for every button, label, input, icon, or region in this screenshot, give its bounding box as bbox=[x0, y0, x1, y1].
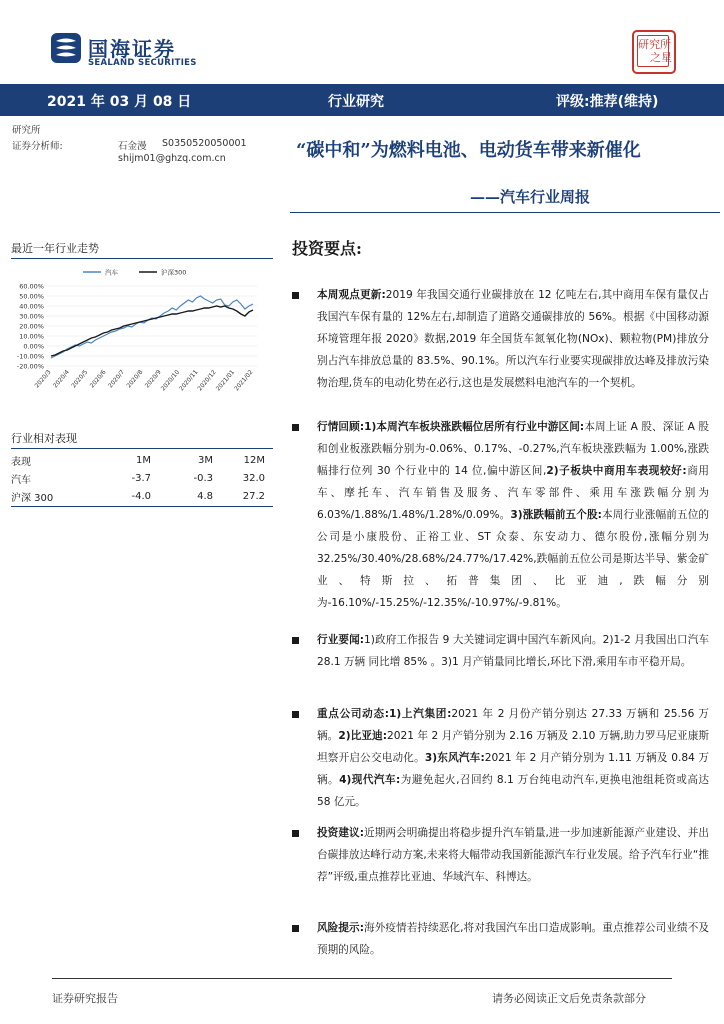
bullet-body: 海外疫情若持续恶化,将对我国汽车出口造成影响。重点推荐公司业绩不及预期的风险。 bbox=[317, 922, 709, 956]
table-cell: 27.2 bbox=[242, 490, 265, 502]
bullet-icon bbox=[292, 637, 299, 644]
chart-section-title: 最近一年行业走势 bbox=[11, 242, 99, 255]
y-tick-label: 20.00% bbox=[19, 322, 44, 331]
legend-label: 汽车 bbox=[105, 268, 118, 277]
bullet-icon bbox=[292, 830, 299, 837]
invest-title: 投资要点: bbox=[292, 239, 362, 258]
table-cell: 4.8 bbox=[197, 490, 213, 502]
bullet-icon bbox=[292, 292, 299, 299]
y-tick-label: -10.00% bbox=[16, 352, 44, 361]
bullet-head: 2)子板块中商用车表现较好: bbox=[546, 465, 687, 477]
table-header-cell: 表现 bbox=[11, 456, 31, 468]
x-tick-label: 2020/4 bbox=[51, 368, 71, 390]
analyst-org: 研究所 bbox=[12, 125, 41, 136]
analyst-name: 石金漫 bbox=[118, 141, 147, 152]
bullet-risk-warning bbox=[317, 917, 709, 961]
table-header-cell: 3M bbox=[198, 454, 213, 466]
bullet-body: 本周行业涨幅前五位的公司是小康股份、正裕工业、ST 众泰、东安动力、德尔股份,涨幅分别为 32.25%/30.40%/28.68%/24.77%/17.42%,跌幅前五位公司是斯达半导、紫金矿业、特斯拉、拓普集团、比亚迪,跌幅分别为-16.10%/-15.25%/-12.35%/-10.97%/-9.81%。 bbox=[317, 509, 709, 609]
x-tick-label: 2020/9 bbox=[143, 368, 163, 390]
x-tick-label: 2020/3 bbox=[33, 368, 53, 390]
analyst-cert: S0350520050001 bbox=[162, 138, 247, 149]
bullet-head: 行业要闻: bbox=[317, 634, 365, 646]
logo-text: 国海证券 bbox=[88, 37, 176, 61]
x-tick-label: 2021/01 bbox=[214, 368, 237, 393]
report-type: 行业研究 bbox=[328, 94, 384, 110]
footer-right: 请务必阅读正文后免责条款部分 bbox=[492, 992, 646, 1005]
y-tick-label: 30.00% bbox=[19, 312, 44, 321]
header-bar bbox=[0, 84, 724, 116]
report-title: “碳中和”为燃料电池、电动货车带来新催化 bbox=[296, 140, 641, 161]
bullet-body: 本周上证 A 股、深证 A 股和创业板涨跌幅分别为-0.06%、0.17%、-0.27%,汽车板块涨跌幅为 1.00%,涨跌幅排行位列 30 个行业中的 14 位,偏中游区间, bbox=[317, 421, 710, 477]
x-tick-label: 2020/5 bbox=[70, 368, 90, 390]
bullet-head: 风险提示: bbox=[317, 922, 364, 934]
x-tick-label: 2020/7 bbox=[107, 368, 126, 390]
bullet-market-review bbox=[317, 416, 709, 614]
table-cell: -0.3 bbox=[193, 472, 213, 484]
bullet-body: 近期两会明确提出将稳步提升汽车销量,进一步加速新能源产业建设、并出台碳排放达峰行动方案,未来将大幅带动我国新能源汽车行业发展。给予汽车行业“推荐”评级,重点推荐比亚迪、华域汽车、科博达。 bbox=[317, 827, 709, 883]
x-tick-label: 2021/02 bbox=[233, 368, 255, 393]
logo-english: SEALAND SECURITIES bbox=[88, 58, 197, 68]
x-tick-label: 2020/10 bbox=[159, 368, 182, 393]
bullet-body: 1)政府工作报告 9 大关键词定调中国汽车新风向。2)1-2 月我国出口汽车 28.1 万辆 同比增 85% 。3)1 月产销量同比增长,环比下滑,乘用车市平稳开局。 bbox=[317, 634, 709, 668]
bullet-head: 重点公司动态:1)上汽集团: bbox=[317, 708, 452, 720]
perf-divider-bottom bbox=[11, 506, 273, 507]
y-tick-label: 40.00% bbox=[19, 302, 44, 311]
bullet-icon bbox=[292, 925, 299, 932]
table-cell: 汽车 bbox=[11, 474, 31, 486]
bullet-industry-news bbox=[317, 629, 709, 673]
legend-label: 沪深300 bbox=[161, 268, 187, 277]
bullet-body: 2021 年 2 月产销分别为 1.11 万辆及 0.84 万辆。 bbox=[317, 752, 710, 786]
perf-divider-top bbox=[11, 448, 273, 449]
x-tick-label: 2020/8 bbox=[125, 368, 145, 390]
title-divider bbox=[290, 212, 720, 213]
perf-section-title: 行业相对表现 bbox=[11, 432, 77, 445]
table-cell: 沪深 300 bbox=[11, 492, 54, 504]
footer-left: 证券研究报告 bbox=[52, 992, 118, 1005]
table-cell: -3.7 bbox=[131, 472, 151, 484]
y-tick-label: 60.00% bbox=[19, 282, 44, 291]
series-line-auto bbox=[51, 296, 253, 358]
table-cell: 32.0 bbox=[242, 472, 265, 484]
x-tick-label: 2020/12 bbox=[196, 368, 218, 393]
y-tick-label: 10.00% bbox=[19, 332, 44, 341]
report-date: 2021 年 03 月 08 日 bbox=[47, 94, 192, 110]
bullet-body: 为避免起火,召回约 8.1 万台纯电动汽车,更换电池组耗资或高达 58 亿元。 bbox=[317, 774, 709, 808]
bullet-company-news bbox=[317, 703, 709, 813]
perf-table bbox=[11, 451, 271, 505]
bullet-investment-advice bbox=[317, 822, 709, 888]
table-header-cell: 1M bbox=[136, 454, 151, 466]
bullet-icon bbox=[292, 424, 299, 431]
chart-divider bbox=[11, 258, 273, 259]
bullet-head: 投资建议: bbox=[317, 827, 364, 839]
logo-mark-icon bbox=[50, 32, 82, 64]
bullet-head: 3)东风汽车: bbox=[424, 752, 485, 764]
bullet-body: 2021 年 2 月产销分别为 2.16 万辆及 2.10 万辆,助力罗马尼亚康斯坦察开启公交电动化。 bbox=[317, 730, 710, 764]
table-cell: -4.0 bbox=[131, 490, 151, 502]
y-tick-label: 0.00% bbox=[23, 342, 44, 351]
y-tick-label: 50.00% bbox=[19, 292, 44, 301]
series-line-hs300 bbox=[51, 306, 253, 356]
bullet-body: 2019 年我国交通行业碳排放在 12 亿吨左右,其中商用车保有量仅占我国汽车保有量的 12%左右,却制造了道路交通碳排放的 56%。根据《中国移动源环境管理年报 2020》数据,2019 年全国货车氮氧化物(NOx)、颗粒物(PM)排放分别占汽车排放总量的 83.5%、90.1%。所以汽车行业要实现碳排放达峰及排放污染物治理,货车的电动化势在必行,这也是发展燃料电池汽车的一个契机。 bbox=[317, 289, 709, 389]
rating: 评级:推荐(维持) bbox=[556, 94, 659, 110]
bullet-body: 商用车、摩托车、汽车销售及服务、汽车零部件、乘用车涨跌幅分别为 6.03%/1.88%/1.48%/1.28%/0.09%。 bbox=[317, 465, 709, 521]
bullet-body: 2021 年 2 月份产销分别达 27.33 万辆和 25.56 万辆。 bbox=[317, 708, 709, 742]
y-tick-label: -20.00% bbox=[16, 362, 44, 371]
report-subtitle: ——汽车行业周报 bbox=[470, 188, 591, 206]
bullet-icon bbox=[292, 711, 299, 718]
bullet-head: 本周观点更新: bbox=[317, 289, 386, 301]
research-seal-icon: 研究所 之星 bbox=[632, 30, 676, 74]
bullet-head: 2)比亚迪: bbox=[338, 730, 387, 742]
bullet-head: 4)现代汽车: bbox=[339, 774, 401, 786]
table-header-cell: 12M bbox=[243, 454, 265, 466]
bullet-head: 3)涨跌幅前五个股: bbox=[510, 509, 602, 521]
footer-divider bbox=[52, 978, 672, 979]
analyst-role: 证券分析师: bbox=[12, 141, 63, 152]
bullet-head: 行情回顾:1)本周汽车板块涨跌幅位居所有行业中游区间: bbox=[317, 421, 585, 433]
bullet-weekly-view bbox=[317, 284, 709, 394]
table-row bbox=[11, 469, 271, 487]
table-header-row bbox=[11, 451, 271, 469]
table-row bbox=[11, 487, 271, 505]
x-tick-label: 2020/6 bbox=[88, 368, 108, 390]
industry-trend-chart bbox=[11, 266, 273, 398]
x-tick-label: 2020/11 bbox=[178, 368, 200, 393]
analyst-email[interactable]: shijm01@ghzq.com.cn bbox=[118, 153, 226, 164]
